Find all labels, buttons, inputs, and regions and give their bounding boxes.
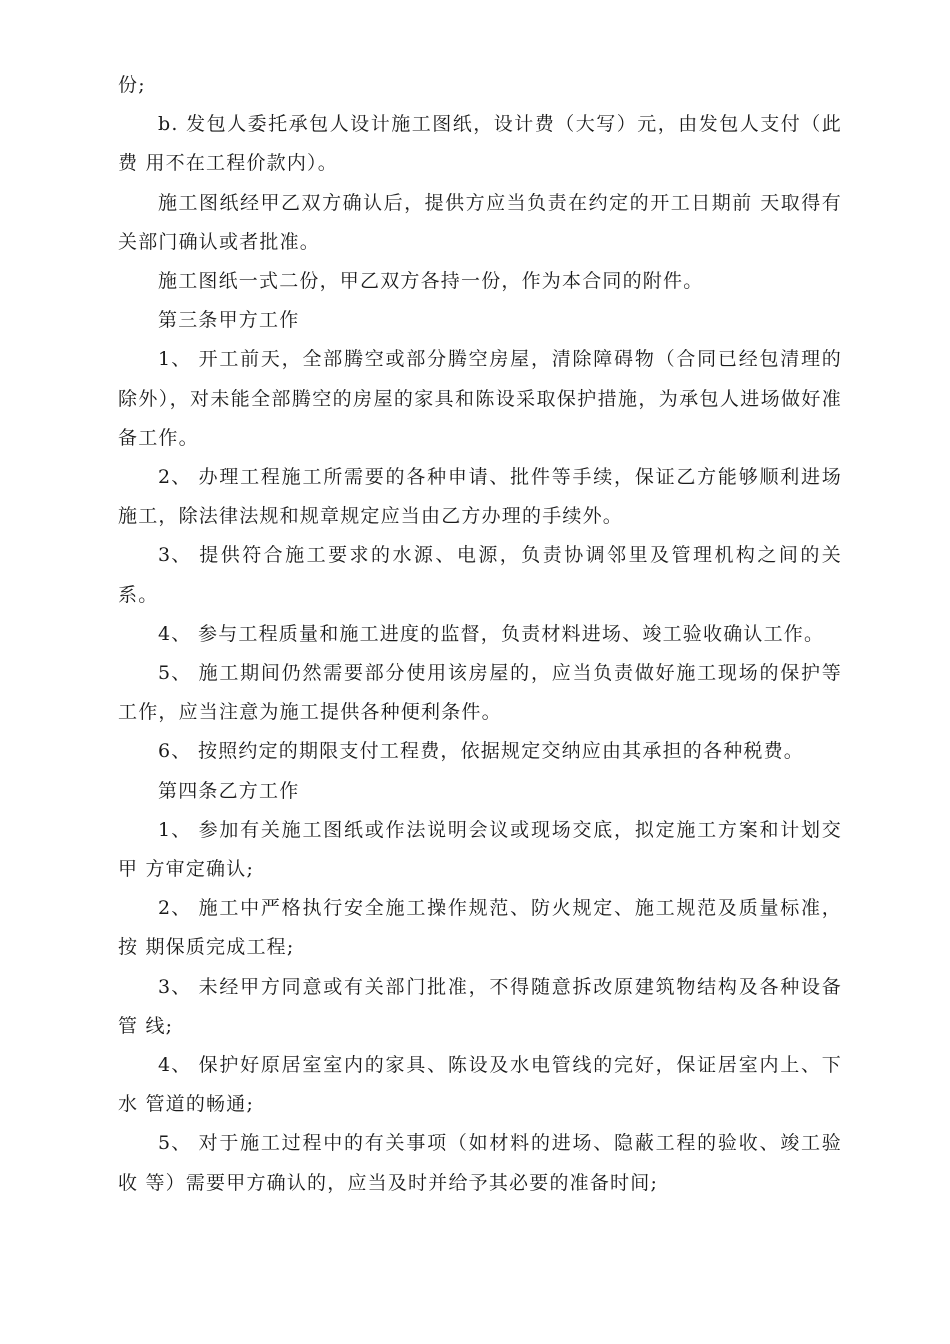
item-number: 5、 — [158, 1132, 192, 1155]
list-item — [118, 458, 842, 536]
item-number: 4、 — [158, 622, 192, 645]
list-item — [118, 536, 842, 614]
paragraph-drawing-copies: 施工图纸一式二份，甲乙双方各持一份，作为本合同的附件。 — [158, 270, 704, 293]
continuation-text: 份; — [118, 74, 146, 96]
section-heading-article-3: 第三条甲方工作 — [158, 309, 300, 332]
list-item — [118, 811, 842, 889]
item-text: 开工前天，全部腾空或部分腾空房屋，清除障碍物（合同已经包清理的除外），对未能全部腾空的房屋的家具和陈设采取保护措施，为承包人进场做好准 备工作。 — [118, 348, 842, 449]
list-item — [118, 1046, 842, 1124]
item-text: 施工期间仍然需要部分使用该房屋的，应当负责做好施工现场的保护等工作，应当注意为施工提供各种便利条件。 — [118, 662, 842, 724]
list-item — [118, 732, 842, 771]
item-text: 参与工程质量和施工进度的监督，负责材料进场、竣工验收确认工作。 — [198, 622, 825, 645]
item-text: 保护好原居室室内的家具、陈设及水电管线的完好，保证居室内上、下水 管道的畅通; — [118, 1054, 842, 1116]
item-text: 参加有关施工图纸或作法说明会议或现场交底，拟定施工方案和计划交甲 方审定确认; — [118, 818, 842, 881]
item-text: 施工中严格执行安全施工操作规范、防火规定、施工规范及质量标准，按 期保质完成工程; — [118, 897, 842, 959]
section-heading-article-4: 第四条乙方工作 — [158, 779, 300, 802]
item-number: 4、 — [158, 1054, 192, 1077]
paragraph-design-fee: b. 发包人委托承包人设计施工图纸，设计费（大写）元，由发包人支付（此费 用不在工程价款内）。 — [118, 113, 842, 175]
item-text: 对于施工过程中的有关事项（如材料的进场、隐蔽工程的验收、竣工验收 等）需要甲方确认的，应当及时并给予其必要的准备时间; — [118, 1132, 842, 1194]
list-item — [118, 654, 842, 732]
item-number: 3、 — [158, 544, 192, 567]
item-number: 1、 — [158, 348, 192, 371]
list-item — [118, 889, 842, 967]
item-number: 2、 — [158, 466, 192, 489]
item-text: 提供符合施工要求的水源、电源，负责协调邻里及管理机构之间的关系。 — [118, 544, 842, 606]
item-number: 2、 — [158, 897, 192, 920]
item-number: 6、 — [158, 740, 192, 763]
document-body — [118, 66, 842, 1203]
item-number: 1、 — [158, 818, 192, 841]
paragraph-drawing-approval: 施工图纸经甲乙双方确认后，提供方应当负责在约定的开工日期前 天取得有关部门确认或者批准。 — [118, 191, 842, 253]
item-text: 按照约定的期限支付工程费，依据规定交纳应由其承担的各种税费。 — [198, 740, 805, 763]
item-text: 办理工程施工所需要的各种申请、批件等手续，保证乙方能够顺利进场施工，除法律法规和规章规定应当由乙方办理的手续外。 — [118, 466, 842, 528]
item-text: 未经甲方同意或有关部门批准，不得随意拆改原建筑物结构及各种设备管 线; — [118, 975, 842, 1037]
list-item — [118, 1124, 842, 1202]
list-item — [118, 340, 842, 458]
list-item — [118, 968, 842, 1046]
list-item — [118, 615, 842, 654]
item-number: 3、 — [158, 975, 192, 998]
item-number: 5、 — [158, 662, 192, 685]
